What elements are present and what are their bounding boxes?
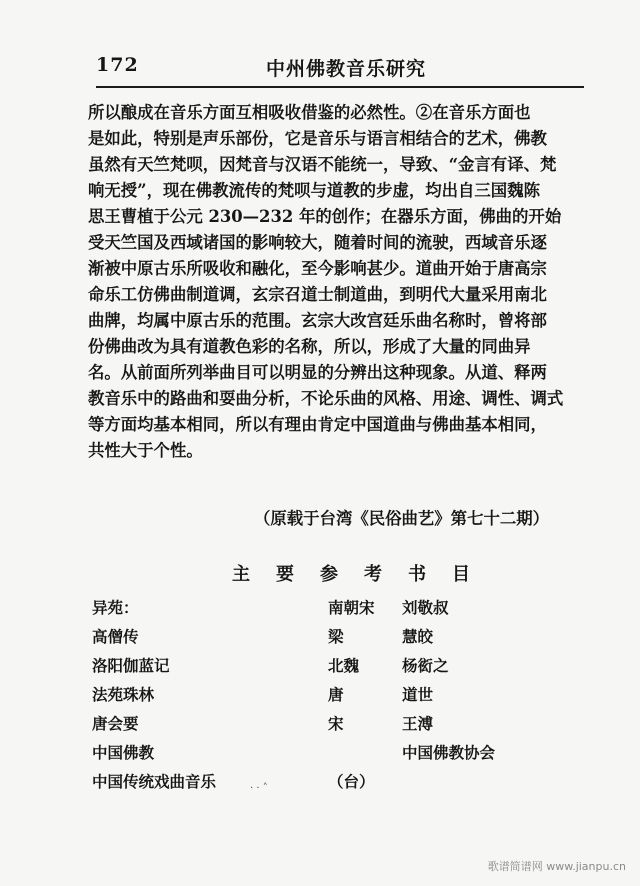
reference-title: 法苑珠林 — [92, 685, 155, 704]
text-line: 等方面均基本相同，所以有理由肯定中国道曲与佛曲基本相同， — [88, 415, 547, 434]
text-line: 名。从前面所列举曲目可以明显的分辨出这种现象。从道、释两 — [88, 363, 547, 382]
header-rule — [96, 86, 584, 88]
reference-item — [92, 625, 562, 654]
reference-author: 刘敬叔 — [402, 598, 449, 617]
text-line: 共性大于个性。 — [88, 441, 203, 460]
running-title: 中州佛教音乐研究 — [266, 58, 427, 80]
reference-dynasty: 宋 — [328, 714, 344, 733]
text-line: 命乐工仿佛曲制道调，玄宗召道士制道曲，到明代大量采用南北 — [88, 285, 547, 304]
references-heading: 主要参考书目 — [232, 564, 496, 585]
text-line: 是如此，特别是声乐部份，它是音乐与语言相结合的艺术，佛教 — [88, 129, 547, 148]
text-line: 渐被中原古乐所吸收和融化，至今影响甚少。道曲开始于唐高宗 — [88, 259, 547, 278]
reference-author: 杨衒之 — [402, 656, 449, 675]
text-line: 思王曹植于公元 230—232 年的创作；在器乐方面，佛曲的开始 — [88, 207, 562, 226]
reference-dynasty: 梁 — [328, 627, 344, 646]
text-line: 教音乐中的路曲和耍曲分析，不论乐曲的风格、用途、调性、调式 — [88, 389, 564, 408]
source-note: （原载于台湾《民俗曲艺》第七十二期） — [254, 509, 550, 528]
body-paragraph — [88, 100, 588, 464]
reference-title: 唐会要 — [92, 714, 139, 733]
reference-title: 中国佛教 — [92, 743, 155, 762]
text-line: 所以酿成在音乐方面互相吸收借鉴的必然性。②在音乐方面也 — [88, 103, 531, 122]
reference-dynasty: 南朝宋 — [328, 598, 375, 617]
reference-dynasty: 北魏 — [328, 656, 360, 675]
page-number: 172 — [96, 54, 139, 76]
scan-specks: · · ˄ — [250, 783, 268, 794]
reference-title: 中国传统戏曲音乐 — [92, 772, 217, 791]
reference-dynasty: （台） — [328, 772, 375, 791]
text-line: 份佛曲改为具有道教色彩的名称，所以，形成了大量的同曲异 — [88, 337, 531, 356]
references-list — [92, 596, 562, 799]
reference-author: 王溥 — [402, 714, 434, 733]
reference-author: 道世 — [402, 685, 434, 704]
reference-item — [92, 683, 562, 712]
reference-title: 异苑： — [92, 598, 139, 617]
text-line: 响无授”，现在佛教流传的梵呗与道教的步虚，均出自三国魏陈 — [88, 181, 540, 200]
reference-item — [92, 741, 562, 770]
reference-item — [92, 654, 562, 683]
reference-author: 中国佛教协会 — [402, 743, 496, 762]
site-watermark: 歌谱简谱网 www.jianpu.cn — [487, 860, 626, 873]
text-line: 虽然有天竺梵呗，因梵音与汉语不能统一，导致、“金言有译、梵 — [88, 155, 557, 174]
reference-author: 慧皎 — [402, 627, 434, 646]
reference-item — [92, 712, 562, 741]
text-line: 受天竺国及西域诸国的影响较大，随着时间的流驶，西域音乐逐 — [88, 233, 547, 252]
reference-title: 高僧传 — [92, 627, 139, 646]
text-line: 曲牌，均属中原古乐的范围。玄宗大改宫廷乐曲名称时，曾将部 — [88, 311, 547, 330]
reference-dynasty: 唐 — [328, 685, 344, 704]
reference-item — [92, 770, 562, 799]
reference-title: 洛阳伽蓝记 — [92, 656, 170, 675]
reference-item — [92, 596, 562, 625]
